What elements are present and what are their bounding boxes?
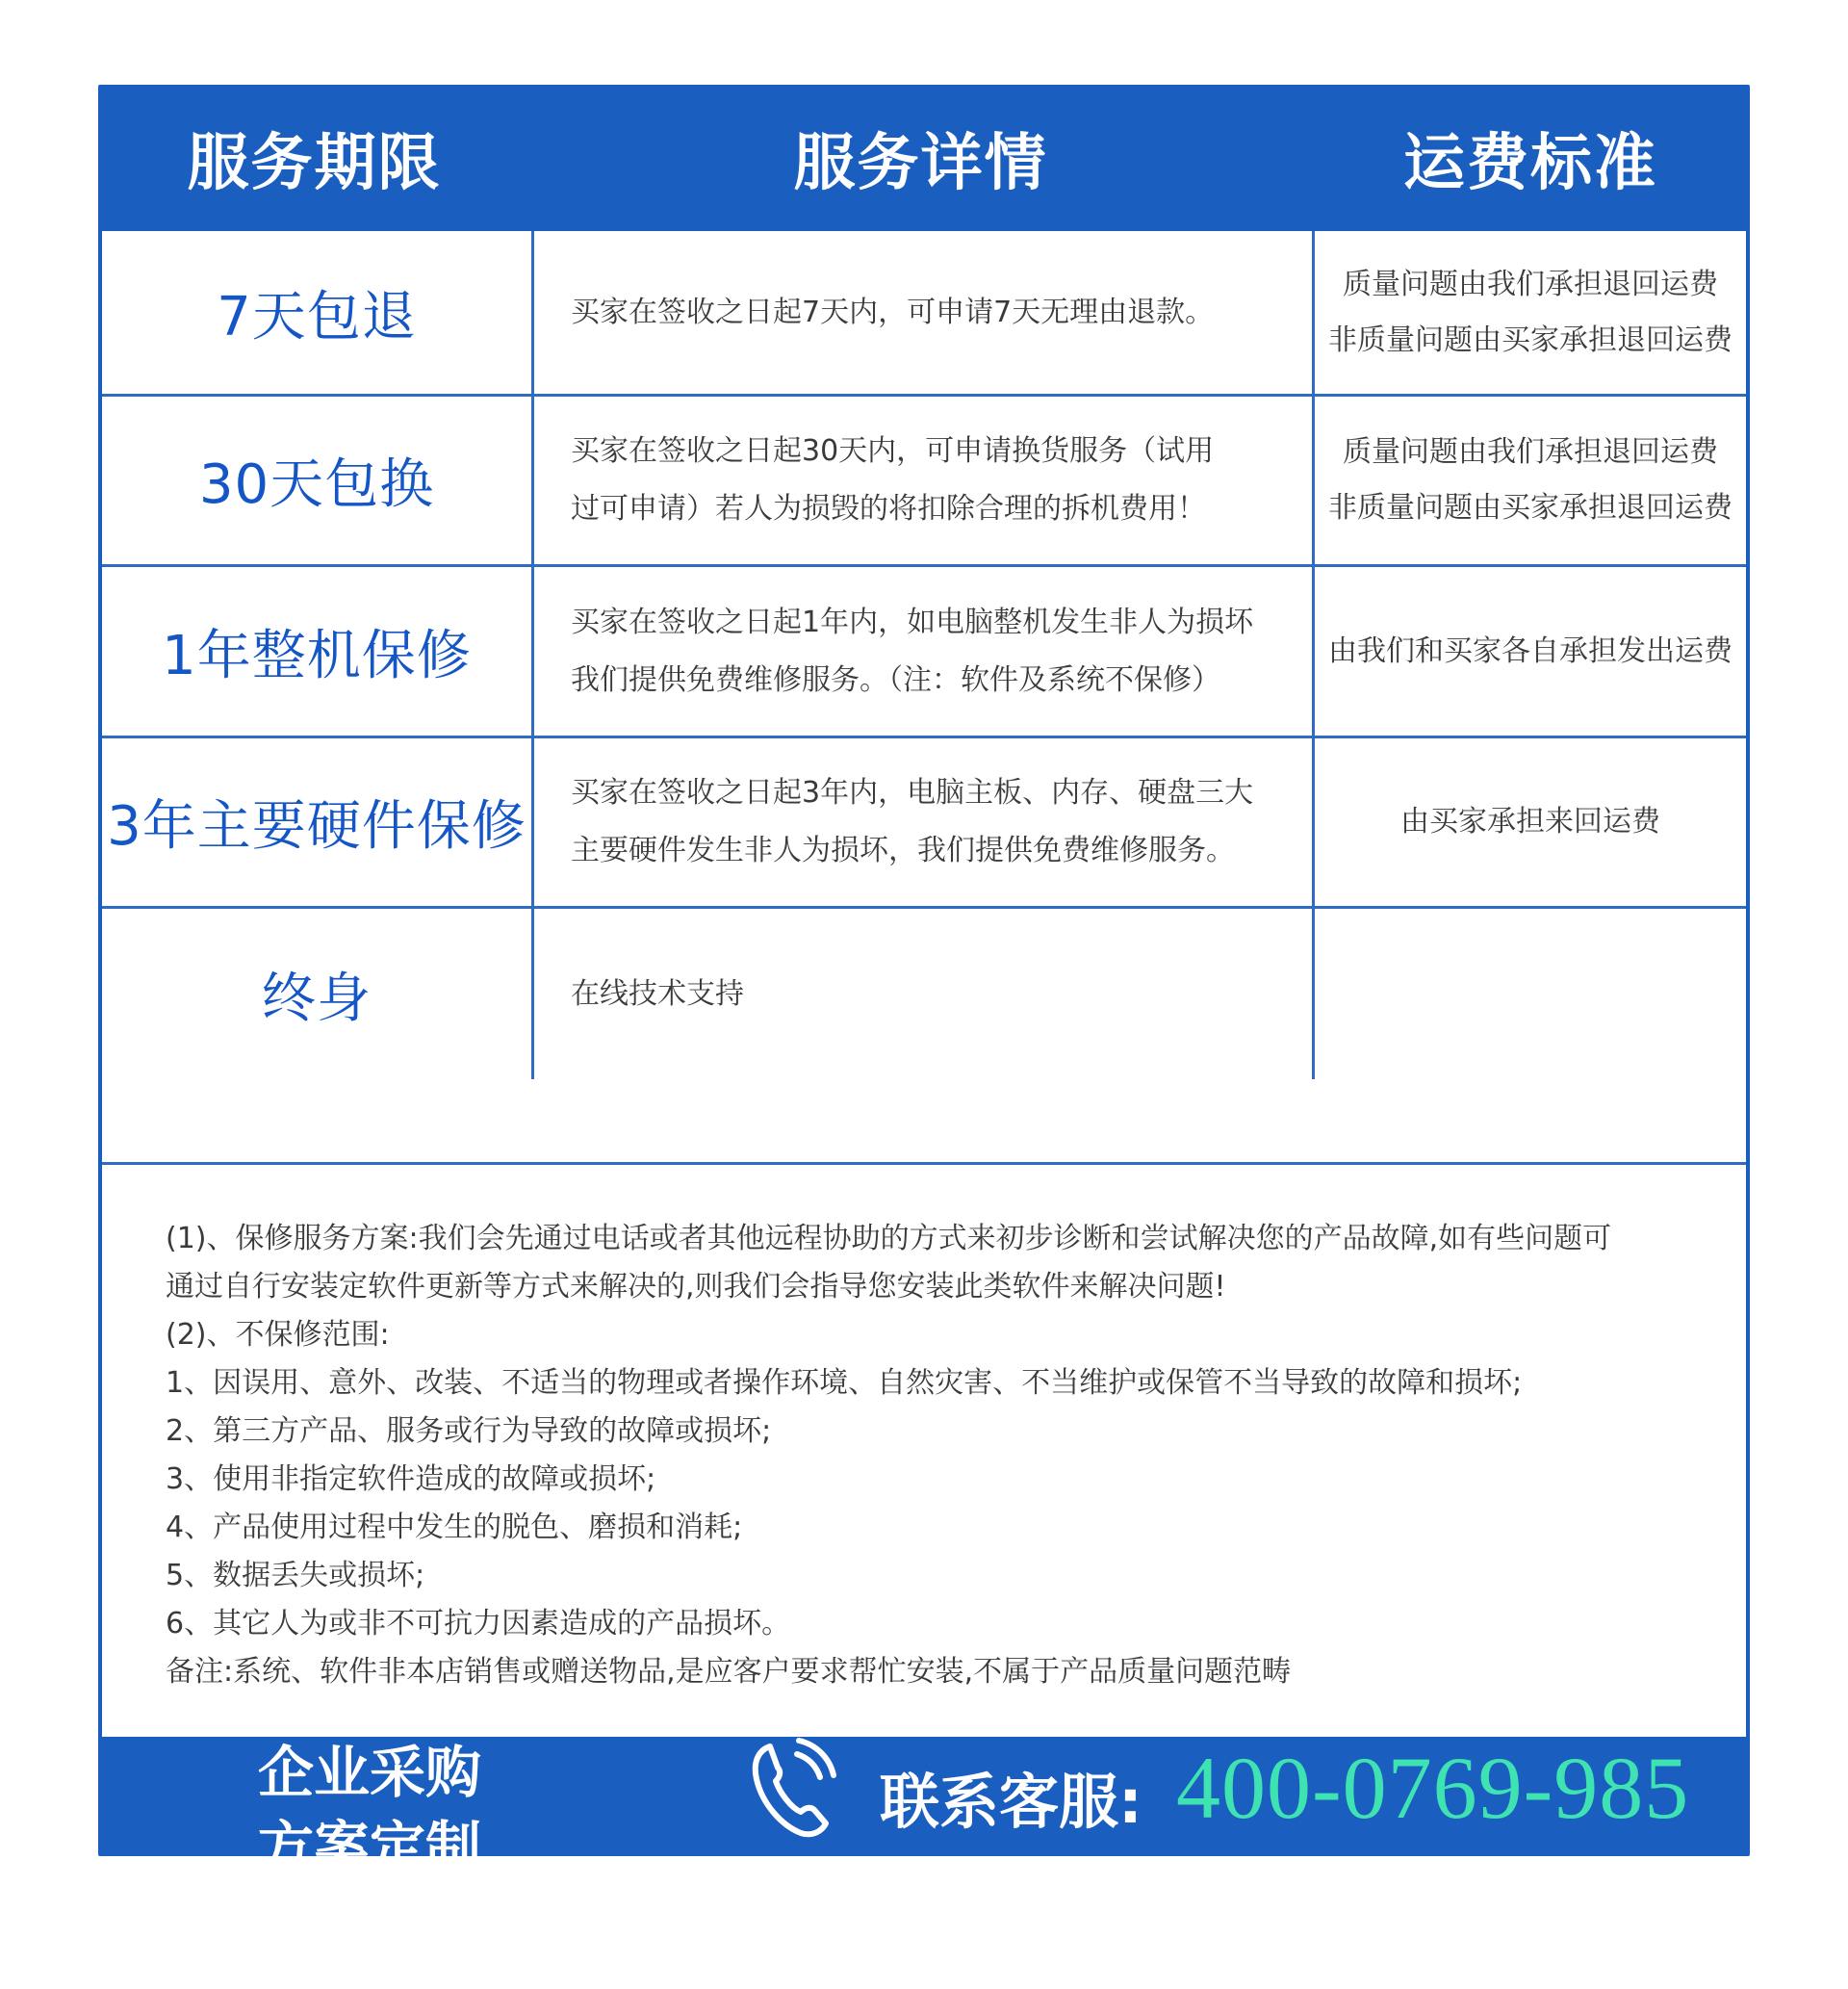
period-label: 30天包换	[198, 453, 435, 516]
detail-text: 买家在签收之日起1年内，如电脑整机发生非人为损坏 我们提供免费维修服务。（注：软件及系统不保修）	[571, 605, 1254, 697]
phone-icon	[741, 1729, 837, 1845]
header-period: 服务期限	[187, 128, 442, 199]
note-line: 6、其它人为或非不可抗力因素造成的产品损坏。	[166, 1607, 791, 1640]
table-row	[102, 397, 1746, 567]
header-fee: 运费标准	[1403, 128, 1657, 199]
note-line: 通过自行安装定软件更新等方式来解决的,则我们会指导您安装此类软件来解决问题!	[166, 1270, 1226, 1304]
warranty-notes	[102, 1165, 1746, 1737]
table-row	[102, 231, 1746, 397]
fee-text: 质量问题由我们承担退回运费 非质量问题由买家承担退回运费	[1328, 435, 1732, 525]
table-row	[102, 738, 1746, 909]
slogan-line-1: 企业采购	[258, 1740, 482, 1805]
detail-text: 买家在签收之日起3年内，电脑主板、内存、硬盘三大 主要硬件发生非人为损坏，我们提供免费维修服务。	[571, 776, 1254, 867]
note-line: 3、使用非指定软件造成的故障或损坏;	[166, 1462, 656, 1496]
note-line: (1)、保修服务方案:我们会先通过电话或者其他远程协助的方式来初步诊断和尝试解决您的产品故障,如有些问题可	[166, 1222, 1612, 1255]
period-label: 终身	[262, 967, 372, 1030]
period-label: 7天包退	[217, 285, 417, 349]
note-line: 2、第三方产品、服务或行为导致的故障或损坏;	[166, 1414, 772, 1448]
table-header	[98, 85, 1750, 231]
note-line: 5、数据丢失或损坏;	[166, 1559, 425, 1592]
note-line: 4、产品使用过程中发生的脱色、磨损和消耗;	[166, 1511, 743, 1544]
detail-text: 买家在签收之日起30天内，可申请换货服务（试用 过可申请）若人为损毁的将扣除合理的拆机费用！	[571, 434, 1215, 526]
detail-text: 在线技术支持	[571, 976, 744, 1011]
detail-text: 买家在签收之日起7天内，可申请7天无理由退款。	[571, 295, 1215, 329]
service-panel	[98, 85, 1750, 1880]
note-line: (2)、不保修范围:	[166, 1318, 390, 1352]
service-table	[102, 231, 1746, 1165]
period-label: 3年主要硬件保修	[107, 795, 526, 858]
header-detail: 服务详情	[793, 128, 1048, 199]
fee-text: 质量问题由我们承担退回运费 非质量问题由买家承担退回运费	[1328, 267, 1732, 357]
fee-text: 由买家承担来回运费	[1400, 805, 1660, 839]
table-row	[102, 909, 1746, 1165]
fee-text: 由我们和买家各自承担发出运费	[1328, 633, 1732, 668]
contact-phone-number[interactable]: 400-0769-985	[1176, 1739, 1690, 1837]
note-line: 备注:系统、软件非本店销售或赠送物品,是应客户要求帮忙安装,不属于产品质量问题范畴	[166, 1655, 1292, 1689]
contact-label: 联系客服:	[880, 1767, 1142, 1837]
note-line: 1、因误用、意外、改装、不适当的物理或者操作环境、自然灾害、不当维护或保管不当导致的故障和损坏;	[166, 1366, 1523, 1400]
slogan-line-2: 方案定制	[258, 1815, 482, 1880]
contact-footer	[98, 1737, 1750, 1880]
top-cropped-heading	[0, 0, 1848, 21]
enterprise-slogan	[258, 1735, 481, 1885]
table-row	[102, 567, 1746, 738]
period-label: 1年整机保修	[162, 624, 472, 687]
